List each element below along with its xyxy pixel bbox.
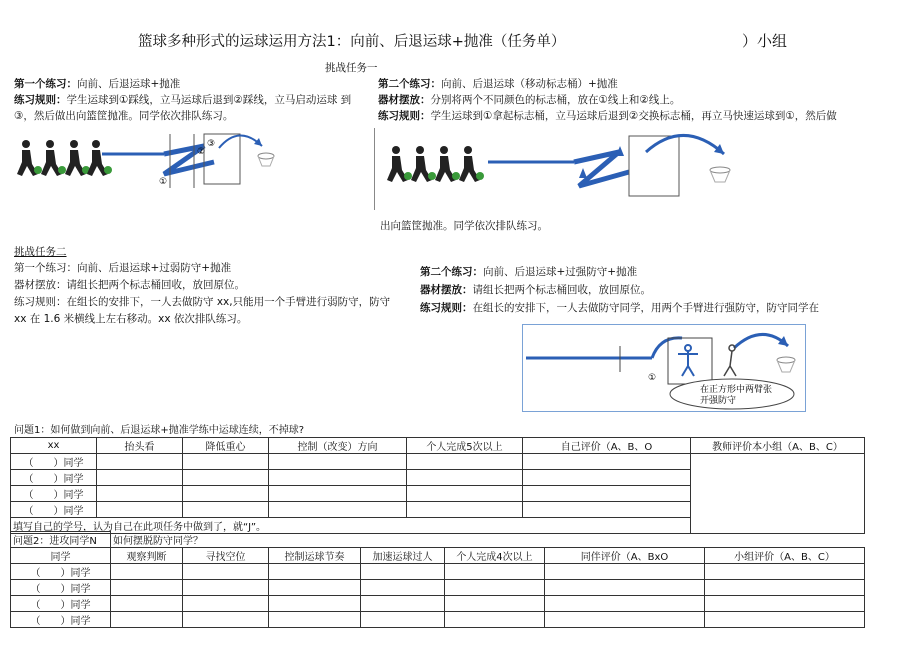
c2-left-exercise: 第一个练习：向前、后退运球+过弱防守+抛准 (14, 262, 232, 274)
c1-left-exercise (14, 76, 180, 92)
group-suffix: ）小组 (742, 32, 788, 50)
check-cell[interactable] (269, 502, 407, 518)
student-cell: （ ）同学 (11, 564, 111, 580)
player-icon (411, 146, 436, 182)
check-cell[interactable] (269, 470, 407, 486)
challenge1-heading: 挑战任务一 (325, 62, 378, 74)
q2-header-cell: 同学 (11, 548, 111, 564)
check-cell[interactable] (97, 502, 183, 518)
check-cell[interactable] (183, 454, 269, 470)
column-divider (374, 128, 375, 210)
check-cell[interactable] (269, 454, 407, 470)
player-icon (65, 140, 90, 176)
q2-header-cell: 观察判断 (111, 548, 183, 564)
check-cell[interactable] (183, 470, 269, 486)
q2-header-cell: 小组评价（A、B、C） (705, 548, 865, 564)
caption-line1: 在正方形中两臂张 (700, 385, 773, 395)
c2-left-rule-line2: xx 在 1.6 米横线上左右移动。xx 依次排队练习。 (14, 313, 248, 325)
c2-left-rule-line1: 练习规则：在组长的安排下，一人去做防守 xx,只能用一个手臂进行弱防守，防守 (14, 296, 391, 308)
c1-right-equip-label: 器材摆放： (378, 94, 431, 106)
table-row (11, 454, 865, 470)
players-group (17, 140, 112, 176)
check-cell[interactable] (97, 470, 183, 486)
zigzag-path (164, 146, 214, 174)
cone-icon (579, 168, 587, 178)
q1-header-cell: 个人完成5次以上 (407, 438, 523, 454)
c1-left-rule-line1: 学生运球到①踩线，立马运球后退到②踩线，立马启动运球 到 (66, 94, 352, 106)
c2-left-equip: 器材摆放：请组长把两个标志桶回收，放回原位。 (14, 279, 245, 291)
player-icon (435, 146, 460, 182)
student-cell: （ ）同学 (11, 454, 97, 470)
c1-left-rule (14, 92, 351, 108)
q1-table (10, 437, 865, 534)
q2-header-row (11, 548, 865, 564)
student-cell: （ ）同学 (11, 486, 97, 502)
self-eval-cell[interactable] (523, 502, 691, 518)
player-icon (41, 140, 66, 176)
c1-left-ex-label: 第一个练习： (14, 78, 77, 90)
check-cell[interactable] (111, 596, 183, 612)
basket-icon (258, 153, 274, 166)
peer-eval-cell[interactable] (545, 564, 705, 580)
c2-right-exercise (420, 264, 637, 280)
check-cell[interactable] (111, 612, 183, 628)
check-cell[interactable] (407, 454, 523, 470)
c2-right-ex-text: 向前、后退运球+过强防守+抛准 (483, 266, 638, 278)
check-cell[interactable] (97, 486, 183, 502)
mark-2: ② (197, 147, 206, 157)
check-cell[interactable] (445, 580, 545, 596)
c1-right-ex-text: 向前、后退运球（移动标志桶）+抛准 (441, 78, 618, 90)
c1-right-exercise (378, 76, 618, 92)
teacher-eval-cell[interactable] (691, 454, 865, 534)
group-eval-cell[interactable] (705, 564, 865, 580)
c2-right-equip-text: 请组长把两个标志桶回收，放回原位。 (472, 284, 651, 296)
q2-header-cell: 个人完成4次以上 (445, 548, 545, 564)
check-cell[interactable] (407, 486, 523, 502)
c2-right-rule (420, 300, 819, 316)
q1-footer: 填写自己的学号，认为自己在此项任务中做到了，就“J”。 (11, 518, 691, 534)
check-cell[interactable] (183, 564, 269, 580)
check-cell[interactable] (445, 612, 545, 628)
q1-header-cell: 教师评价本小组（A、B、C） (691, 438, 865, 454)
c1-left-ex-text: 向前、后退运球+抛准 (77, 78, 181, 90)
peer-eval-cell[interactable] (545, 596, 705, 612)
q1-header-cell: 降低重心 (183, 438, 269, 454)
table-row (11, 596, 865, 612)
c2-right-equip (420, 282, 651, 298)
shot-arc-icon (646, 135, 724, 154)
check-cell[interactable] (445, 596, 545, 612)
group-eval-cell[interactable] (705, 596, 865, 612)
student-cell: （ ）同学 (11, 580, 111, 596)
c2-right-rule-text: 在组长的安排下，一人去做防守同学，用两个手臂进行强防守，防守同学在 (472, 302, 819, 314)
check-cell[interactable] (183, 612, 269, 628)
q2-question-rest: 如何摆脱防守同学？ (113, 535, 203, 547)
check-cell[interactable] (111, 564, 183, 580)
self-eval-cell[interactable] (523, 486, 691, 502)
c1-right-rule-line2: 出向篮筐抛准。同学依次排队练习。 (380, 220, 548, 232)
student-cell: （ ）同学 (11, 596, 111, 612)
table-row (11, 580, 865, 596)
q2-question-prefix: 问题2：进攻同学N (11, 532, 111, 548)
check-cell[interactable] (407, 470, 523, 486)
c1-left-rule-line2: ③，然后做出向篮筐抛准。同学依次排队练习。 (14, 110, 234, 122)
table-row (11, 612, 865, 628)
check-cell[interactable] (269, 564, 361, 580)
c1-left-rule-label: 练习规则： (14, 94, 67, 106)
mark-1: ① (159, 177, 168, 187)
student-cell: （ ）同学 (11, 470, 97, 486)
zigzag-path (574, 152, 629, 186)
player-icon (459, 146, 484, 182)
q1-header-cell: 抬头看 (97, 438, 183, 454)
mark-3: ③ (207, 139, 216, 149)
players-group (387, 146, 484, 182)
diagram-drill-2 (384, 128, 744, 204)
q1-header-cell: 控制（改变）方向 (269, 438, 407, 454)
check-cell[interactable] (183, 596, 269, 612)
check-cell[interactable] (361, 580, 445, 596)
student-cell: （ ）同学 (11, 502, 97, 518)
arrow-head-icon (254, 138, 262, 146)
c1-right-ex-label: 第二个练习： (378, 78, 441, 90)
check-cell[interactable] (97, 454, 183, 470)
c1-right-rule-line1: 学生运球到①拿起标志桶，立马运球后退到②交换标志桶，再立马快速运球到①，然后做 (430, 110, 837, 122)
diagram-drill-1 (14, 128, 304, 194)
q1-header-row (11, 438, 865, 454)
q2-header-cell: 同伴评价（A、BxO (545, 548, 705, 564)
check-cell[interactable] (269, 580, 361, 596)
q1-question: 问题1：如何做到向前、后退运球+抛准学练中运球连续，不掉球? (14, 425, 305, 436)
player-icon (387, 146, 412, 182)
c1-right-equip-text: 分别将两个不同颜色的标志桶，放在①线上和②线上。 (430, 94, 681, 106)
page-title: 篮球多种形式的运球运用方法1：向前、后退运球+抛准（任务单） (138, 34, 566, 50)
check-cell[interactable] (269, 596, 361, 612)
basket-icon (710, 167, 730, 182)
check-cell[interactable] (183, 486, 269, 502)
check-cell[interactable] (407, 502, 523, 518)
c1-right-rule (378, 108, 837, 124)
peer-eval-cell[interactable] (545, 580, 705, 596)
q1-header-cell: xx (11, 438, 97, 454)
q2-header-cell: 控制运球节奏 (269, 548, 361, 564)
challenge2-heading: 挑战任务二 (14, 246, 67, 258)
c2-right-equip-label: 器材摆放： (420, 284, 473, 296)
check-cell[interactable] (183, 580, 269, 596)
q2-table (10, 531, 865, 628)
c1-right-equip (378, 92, 680, 108)
c1-right-rule-label: 练习规则： (378, 110, 431, 122)
group-eval-cell[interactable] (705, 580, 865, 596)
check-cell[interactable] (183, 502, 269, 518)
player-icon (17, 140, 42, 176)
peer-eval-cell[interactable] (545, 612, 705, 628)
group-eval-cell[interactable] (705, 612, 865, 628)
q1-header-cell: 自己评价（A、B、O (523, 438, 691, 454)
check-cell[interactable] (361, 596, 445, 612)
diagram-mark-1: ① (648, 373, 657, 383)
check-cell[interactable] (361, 612, 445, 628)
check-cell[interactable] (361, 564, 445, 580)
q2-header-cell: 加速运球过人 (361, 548, 445, 564)
check-cell[interactable] (111, 580, 183, 596)
caption-line2: 开强防守 (700, 396, 737, 406)
self-eval-cell[interactable] (523, 470, 691, 486)
q2-question-row (11, 532, 865, 548)
self-eval-cell[interactable] (523, 454, 691, 470)
table-row (11, 564, 865, 580)
check-cell[interactable] (269, 486, 407, 502)
player-icon (87, 140, 112, 176)
diagram-strong-defense (522, 324, 806, 412)
student-cell: （ ）同学 (11, 612, 111, 628)
q2-header-cell: 寻找空位 (183, 548, 269, 564)
check-cell[interactable] (445, 564, 545, 580)
c2-right-ex-label: 第二个练习： (420, 266, 483, 278)
check-cell[interactable] (269, 612, 361, 628)
c2-right-rule-label: 练习规则： (420, 302, 473, 314)
